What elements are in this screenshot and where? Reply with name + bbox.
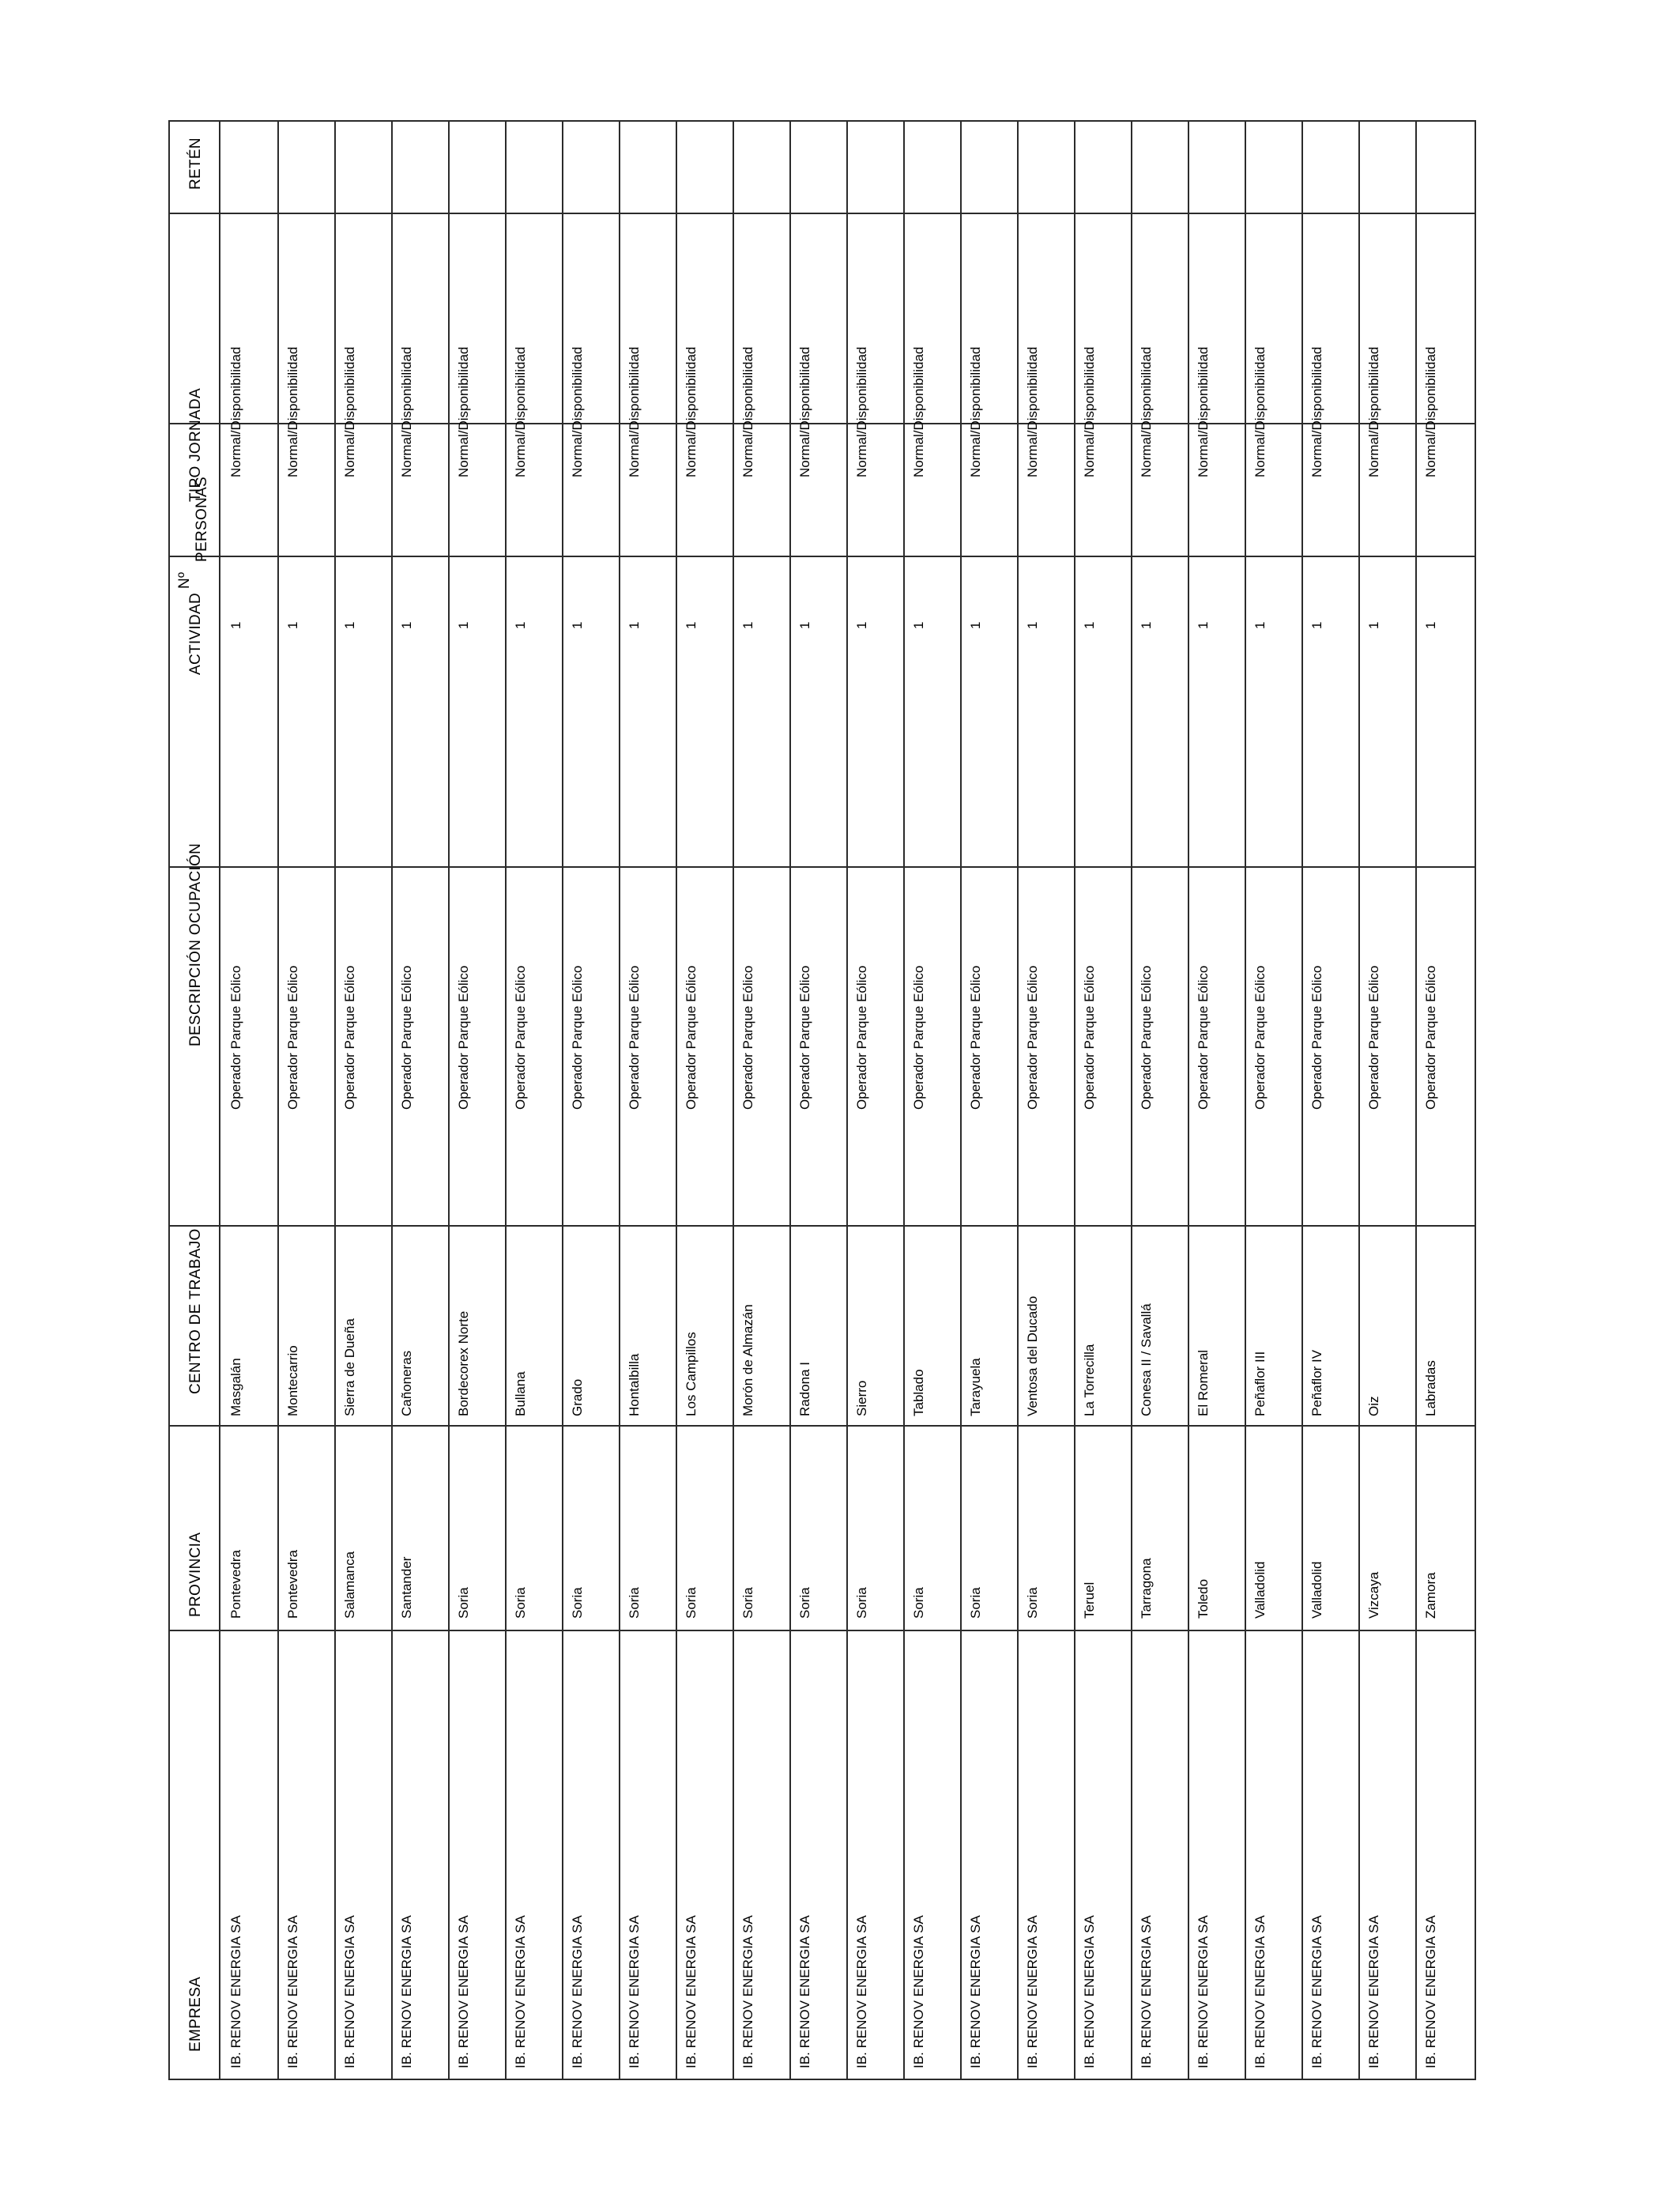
cell-personas: 1 [399, 621, 414, 629]
header-empresa: EMPRESA [187, 1976, 204, 2052]
cell-jornada: Normal/Disponibilidad [627, 346, 642, 477]
column-separator [170, 213, 1475, 214]
column-separator [170, 1225, 1475, 1227]
cell-centro: Conesa II / Savallá [1139, 1303, 1154, 1416]
cell-empresa: IB. RENOV ENERGIA SA [911, 1915, 926, 2068]
cell-empresa: IB. RENOV ENERGIA SA [513, 1915, 528, 2068]
cell-empresa: IB. RENOV ENERGIA SA [228, 1915, 243, 2068]
row-separator [1188, 122, 1189, 2079]
cell-empresa: IB. RENOV ENERGIA SA [1423, 1915, 1438, 2068]
header-actividad: ACTIVIDAD [187, 592, 204, 675]
row-separator [448, 122, 450, 2079]
cell-personas: 1 [854, 621, 869, 629]
cell-provincia: Soria [797, 1587, 812, 1619]
rotated-data-table [168, 120, 1476, 2080]
cell-jornada: Normal/Disponibilidad [1139, 346, 1154, 477]
cell-descripcion: Operador Parque Eólico [1196, 965, 1211, 1110]
row-separator [846, 122, 848, 2079]
cell-provincia: Soria [968, 1587, 983, 1619]
cell-descripcion: Operador Parque Eólico [285, 965, 300, 1110]
cell-centro: Oiz [1366, 1396, 1381, 1416]
cell-personas: 1 [1139, 621, 1154, 629]
cell-provincia: Santander [399, 1556, 414, 1619]
cell-provincia: Valladolid [1309, 1561, 1324, 1619]
cell-empresa: IB. RENOV ENERGIA SA [627, 1915, 642, 2068]
header-personas-line1: Nº [176, 571, 193, 589]
cell-personas: 1 [1025, 621, 1040, 629]
cell-provincia: Soria [513, 1587, 528, 1619]
cell-personas: 1 [968, 621, 983, 629]
cell-descripcion: Operador Parque Eólico [570, 965, 585, 1110]
cell-descripcion: Operador Parque Eólico [1366, 965, 1381, 1110]
cell-descripcion: Operador Parque Eólico [1082, 965, 1097, 1110]
cell-descripcion: Operador Parque Eólico [1025, 965, 1040, 1110]
cell-descripcion: Operador Parque Eólico [456, 965, 471, 1110]
cell-empresa: IB. RENOV ENERGIA SA [399, 1915, 414, 2068]
cell-provincia: Pontevedra [228, 1550, 243, 1619]
cell-centro: El Romeral [1196, 1349, 1211, 1416]
cell-centro: Peñaflor IV [1309, 1349, 1324, 1416]
cell-personas: 1 [513, 621, 528, 629]
cell-empresa: IB. RENOV ENERGIA SA [456, 1915, 471, 2068]
cell-provincia: Soria [1025, 1587, 1040, 1619]
cell-jornada: Normal/Disponibilidad [1423, 346, 1438, 477]
cell-descripcion: Operador Parque Eólico [513, 965, 528, 1110]
cell-personas: 1 [228, 621, 243, 629]
cell-provincia: Soria [740, 1587, 755, 1619]
cell-provincia: Soria [684, 1587, 699, 1619]
cell-provincia: Soria [854, 1587, 869, 1619]
cell-personas: 1 [456, 621, 471, 629]
cell-empresa: IB. RENOV ENERGIA SA [740, 1915, 755, 2068]
cell-personas: 1 [797, 621, 812, 629]
row-separator [334, 122, 336, 2079]
header-personas-line2: PERSONAS [194, 477, 210, 562]
cell-centro: Tablado [911, 1369, 926, 1416]
cell-centro: Radona I [797, 1362, 812, 1416]
cell-jornada: Normal/Disponibilidad [1082, 346, 1097, 477]
cell-provincia: Soria [570, 1587, 585, 1619]
cell-descripcion: Operador Parque Eólico [627, 965, 642, 1110]
cell-descripcion: Operador Parque Eólico [228, 965, 243, 1110]
cell-jornada: Normal/Disponibilidad [570, 346, 585, 477]
row-separator [562, 122, 563, 2079]
cell-jornada: Normal/Disponibilidad [797, 346, 812, 477]
cell-jornada: Normal/Disponibilidad [911, 346, 926, 477]
cell-jornada: Normal/Disponibilidad [1309, 346, 1324, 477]
cell-empresa: IB. RENOV ENERGIA SA [1082, 1915, 1097, 2068]
cell-provincia: Valladolid [1252, 1561, 1268, 1619]
row-separator [960, 122, 962, 2079]
cell-jornada: Normal/Disponibilidad [1366, 346, 1381, 477]
cell-personas: 1 [1252, 621, 1268, 629]
column-separator [170, 1630, 1475, 1631]
cell-centro: Tarayuela [968, 1358, 983, 1416]
cell-provincia: Tarragona [1139, 1558, 1154, 1619]
cell-jornada: Normal/Disponibilidad [968, 346, 983, 477]
cell-descripcion: Operador Parque Eólico [399, 965, 414, 1110]
cell-empresa: IB. RENOV ENERGIA SA [285, 1915, 300, 2068]
row-separator [789, 122, 791, 2079]
cell-descripcion: Operador Parque Eólico [1423, 965, 1438, 1110]
cell-personas: 1 [1423, 621, 1438, 629]
cell-provincia: Soria [456, 1587, 471, 1619]
cell-jornada: Normal/Disponibilidad [513, 346, 528, 477]
cell-jornada: Normal/Disponibilidad [1252, 346, 1268, 477]
cell-personas: 1 [570, 621, 585, 629]
row-separator [1301, 122, 1303, 2079]
cell-descripcion: Operador Parque Eólico [684, 965, 699, 1110]
cell-centro: Labradas [1423, 1360, 1438, 1416]
cell-centro: Bordecorex Norte [456, 1310, 471, 1416]
cell-jornada: Normal/Disponibilidad [399, 346, 414, 477]
cell-descripcion: Operador Parque Eólico [968, 965, 983, 1110]
cell-jornada: Normal/Disponibilidad [740, 346, 755, 477]
cell-centro: Los Campillos [684, 1332, 699, 1416]
column-separator [170, 556, 1475, 557]
cell-centro: Hontalbilla [627, 1353, 642, 1416]
cell-provincia: Vizcaya [1366, 1571, 1381, 1619]
header-reten: RETÉN [187, 138, 204, 190]
cell-centro: La Torrecilla [1082, 1344, 1097, 1416]
cell-centro: Peñaflor III [1252, 1351, 1268, 1416]
row-separator [676, 122, 677, 2079]
cell-provincia: Toledo [1196, 1578, 1211, 1619]
cell-centro: Ventosa del Ducado [1025, 1295, 1040, 1416]
column-separator [170, 1425, 1475, 1427]
cell-provincia: Soria [627, 1587, 642, 1619]
cell-jornada: Normal/Disponibilidad [1196, 346, 1211, 477]
cell-personas: 1 [740, 621, 755, 629]
cell-jornada: Normal/Disponibilidad [854, 346, 869, 477]
cell-centro: Morón de Almazán [740, 1304, 755, 1416]
cell-personas: 1 [1196, 621, 1211, 629]
cell-centro: Masgalán [228, 1358, 243, 1416]
cell-jornada: Normal/Disponibilidad [342, 346, 357, 477]
cell-empresa: IB. RENOV ENERGIA SA [854, 1915, 869, 2068]
row-separator [505, 122, 507, 2079]
row-separator [1074, 122, 1075, 2079]
cell-centro: Cañoneras [399, 1350, 414, 1416]
cell-empresa: IB. RENOV ENERGIA SA [1025, 1915, 1040, 2068]
cell-empresa: IB. RENOV ENERGIA SA [968, 1915, 983, 2068]
header-centro: CENTRO DE TRABAJO [187, 1228, 204, 1394]
column-separator [170, 866, 1475, 868]
cell-jornada: Normal/Disponibilidad [1025, 346, 1040, 477]
cell-personas: 1 [285, 621, 300, 629]
cell-personas: 1 [1309, 621, 1324, 629]
row-separator [391, 122, 393, 2079]
header-jornada: TIPO JORNADA [187, 387, 204, 502]
cell-descripcion: Operador Parque Eólico [1309, 965, 1324, 1110]
row-separator [277, 122, 279, 2079]
cell-empresa: IB. RENOV ENERGIA SA [1139, 1915, 1154, 2068]
row-separator [1131, 122, 1132, 2079]
cell-empresa: IB. RENOV ENERGIA SA [342, 1915, 357, 2068]
cell-centro: Grado [570, 1378, 585, 1416]
cell-provincia: Pontevedra [285, 1550, 300, 1619]
header-provincia: PROVINCIA [187, 1532, 204, 1617]
cell-personas: 1 [684, 621, 699, 629]
cell-centro: Bullana [513, 1371, 528, 1416]
row-separator [619, 122, 620, 2079]
cell-provincia: Zamora [1423, 1572, 1438, 1619]
cell-jornada: Normal/Disponibilidad [285, 346, 300, 477]
column-separator [170, 423, 1475, 424]
cell-empresa: IB. RENOV ENERGIA SA [1196, 1915, 1211, 2068]
cell-descripcion: Operador Parque Eólico [911, 965, 926, 1110]
cell-personas: 1 [1366, 621, 1381, 629]
cell-descripcion: Operador Parque Eólico [854, 965, 869, 1110]
cell-provincia: Soria [911, 1587, 926, 1619]
row-separator [1358, 122, 1360, 2079]
cell-empresa: IB. RENOV ENERGIA SA [684, 1915, 699, 2068]
cell-descripcion: Operador Parque Eólico [797, 965, 812, 1110]
cell-empresa: IB. RENOV ENERGIA SA [797, 1915, 812, 2068]
cell-personas: 1 [342, 621, 357, 629]
row-separator [1017, 122, 1019, 2079]
cell-centro: Sierro [854, 1380, 869, 1416]
cell-provincia: Teruel [1082, 1581, 1097, 1619]
cell-descripcion: Operador Parque Eólico [1252, 965, 1268, 1110]
row-separator [733, 122, 734, 2079]
row-separator [1245, 122, 1246, 2079]
row-separator [1415, 122, 1417, 2079]
cell-personas: 1 [627, 621, 642, 629]
row-separator [903, 122, 905, 2079]
cell-jornada: Normal/Disponibilidad [228, 346, 243, 477]
cell-personas: 1 [1082, 621, 1097, 629]
header-descripcion: DESCRIPCIÓN OCUPACIÓN [187, 843, 204, 1046]
cell-empresa: IB. RENOV ENERGIA SA [1366, 1915, 1381, 2068]
cell-empresa: IB. RENOV ENERGIA SA [570, 1915, 585, 2068]
cell-jornada: Normal/Disponibilidad [456, 346, 471, 477]
cell-empresa: IB. RENOV ENERGIA SA [1252, 1915, 1268, 2068]
cell-personas: 1 [911, 621, 926, 629]
cell-provincia: Salamanca [342, 1551, 357, 1619]
cell-centro: Montecarrio [285, 1345, 300, 1416]
cell-descripcion: Operador Parque Eólico [740, 965, 755, 1110]
cell-descripcion: Operador Parque Eólico [1139, 965, 1154, 1110]
cell-jornada: Normal/Disponibilidad [684, 346, 699, 477]
cell-centro: Sierra de Dueña [342, 1318, 357, 1416]
cell-descripcion: Operador Parque Eólico [342, 965, 357, 1110]
cell-empresa: IB. RENOV ENERGIA SA [1309, 1915, 1324, 2068]
